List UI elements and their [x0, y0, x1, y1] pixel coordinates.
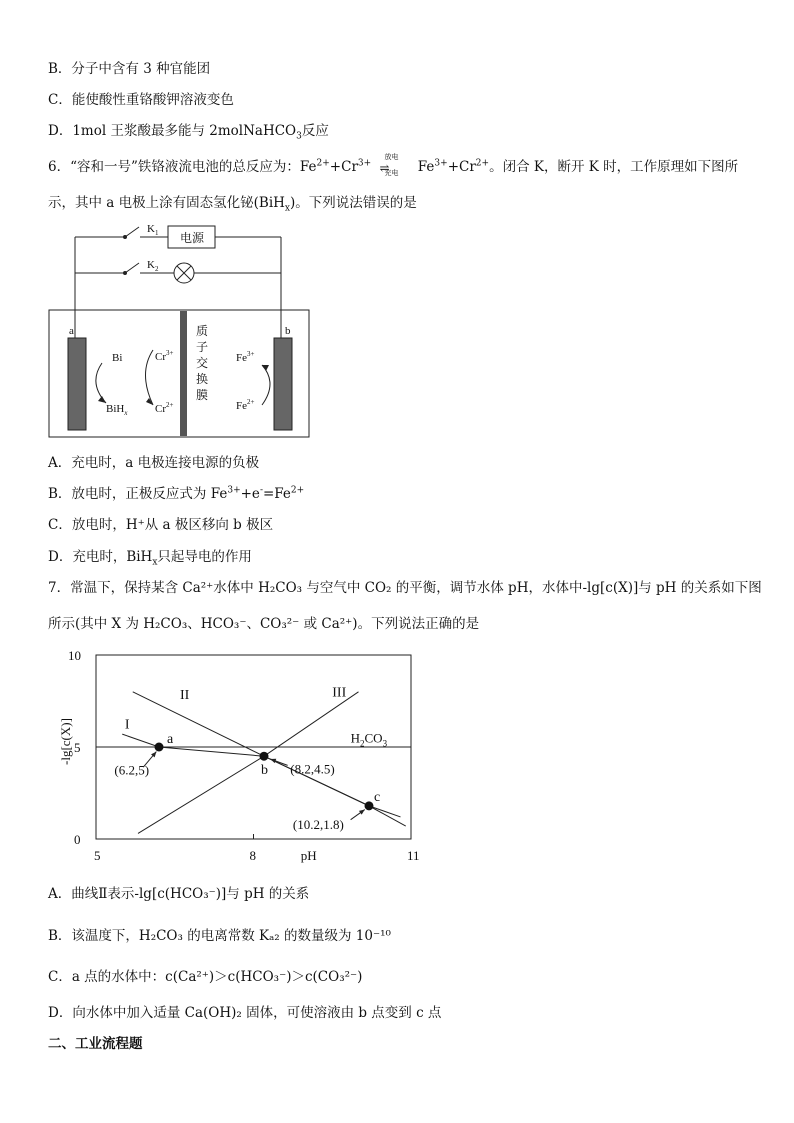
reversible-arrow: 放电 ⇌ 充电	[379, 153, 399, 177]
y-tick-label-10: 10	[68, 648, 81, 663]
q6-option-b: B．放电时，正极反应式为 $Fe^{3+}+e^-=Fe^{2+}$	[48, 485, 305, 502]
cr3-label: $Cr^{3+}$	[155, 349, 174, 363]
curve-label-ii: II	[180, 688, 190, 704]
q6-option-d: D．充电时，BiH$_x$只起导电的作用	[48, 549, 252, 568]
point-b	[260, 752, 269, 761]
membrane-char-1: 质	[196, 324, 209, 338]
q7-stem-line2: 所示(其中 X 为 H₂CO₃、HCO₃⁻、CO₃²⁻ 或 Ca²⁺)。下列说法正确的是	[48, 616, 480, 632]
cr2-label: $Cr^{2+}$	[155, 401, 174, 415]
x-tick-label-5: 5	[94, 848, 101, 863]
point-c	[365, 801, 374, 810]
membrane-char-3: 交	[196, 356, 209, 370]
q5-option-b: B．分子中含有 3 种官能团	[48, 61, 211, 77]
q5-option-c: C．能使酸性重铬酸钾溶液变色	[48, 92, 234, 108]
arrow-c-head	[359, 810, 365, 815]
electrode-a-label: a	[69, 325, 74, 337]
y-tick-label-0: 0	[74, 832, 81, 847]
q7-option-c: C．a 点的水体中：c(Ca²⁺)＞c(HCO₃⁻)＞c(CO₃²⁻)	[48, 969, 363, 985]
point-note-a: (6.2,5)	[114, 762, 150, 778]
curve-label-h2co3: $H_2CO_3$	[350, 730, 388, 749]
curve-label-iii: III	[332, 685, 347, 701]
electrode-b-label: b	[285, 325, 291, 337]
k1-label: $K_1$	[147, 223, 159, 237]
ph-chart	[50, 645, 430, 870]
bi-label: Bi	[112, 352, 123, 364]
y-axis-label: -lg[c(X)]	[58, 718, 73, 765]
section-heading: 二、工业流程题	[48, 1036, 143, 1052]
point-label-b: b	[261, 763, 268, 779]
y-tick-label-5: 5	[74, 740, 81, 755]
x-tick-label-11: 11	[407, 848, 420, 863]
bihx-label: BiH$_x$	[106, 403, 128, 417]
q6-stem-line2: 示，其中 a 电极上涂有固态氢化铋(BiH$_x$)。下列说法错误的是	[48, 195, 417, 214]
arrow-b-head	[270, 759, 276, 763]
q6-option-a: A．充电时，a 电极连接电源的负极	[48, 455, 260, 471]
membrane-char-2: 子	[196, 340, 209, 354]
membrane-char-4: 换	[196, 372, 209, 386]
q7-option-d: D．向水体中加入适量 Ca(OH)₂ 固体，可使溶液由 b 点变到 c 点	[48, 1005, 442, 1021]
q5-option-d: D．1mol 王浆酸最多能与 2molNaHCO$_3$反应	[48, 123, 329, 142]
k2-label: $K_2$	[147, 259, 159, 273]
point-note-c: (10.2,1.8)	[292, 816, 344, 832]
point-label-c: c	[374, 789, 381, 805]
curve-label-i: I	[124, 717, 130, 733]
q7-option-b: B．该温度下，H₂CO₃ 的电离常数 Kₐ₂ 的数量级为 10⁻¹⁰	[48, 928, 391, 944]
battery-diagram	[40, 215, 320, 445]
q7-stem-line1: 7．常温下，保持某含 Ca²⁺水体中 H₂CO₃ 与空气中 CO₂ 的平衡，调节水体 pH，水体中-lg[c(X)]与 pH 的关系如下图	[48, 580, 762, 596]
q7-option-a: A．曲线Ⅱ表示-lg[c(HCO₃⁻)]与 pH 的关系	[48, 886, 310, 902]
fe2-label: $Fe^{2+}$	[236, 398, 255, 412]
point-note-b: (8.2,4.5)	[290, 761, 335, 777]
fe3-label: $Fe^{3+}$	[236, 350, 255, 364]
x-axis-label: pH	[300, 848, 317, 863]
q6-option-c: C．放电时，H⁺从 a 极区移向 b 极区	[48, 517, 274, 533]
x-tick-label-8: 8	[249, 848, 256, 863]
point-label-a: a	[167, 732, 174, 747]
q6-stem-line1: 6．“容和一号”铁铬液流电池的总反应为：$Fe^{2+}+Cr^{3+}$ 放电 ⇌ 充电 $Fe^{3+}+Cr^{2+}$。闭合 K，断开 K 时，工作原理如下图所	[48, 153, 739, 177]
membrane-char-5: 膜	[196, 388, 209, 402]
power-label: 电源	[180, 231, 205, 245]
point-a	[155, 743, 164, 752]
